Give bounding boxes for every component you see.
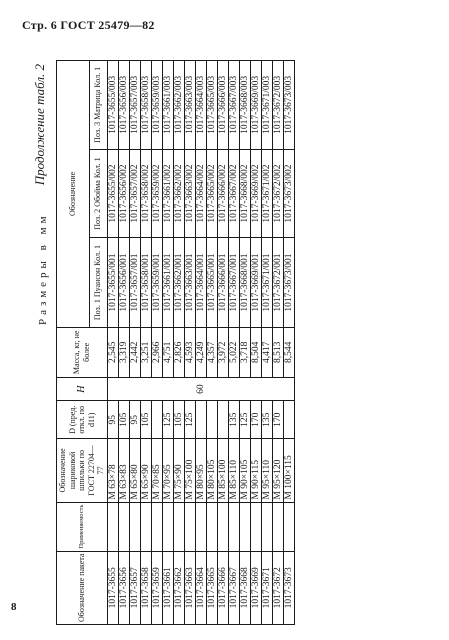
table-row bbox=[283, 61, 294, 625]
cell-D bbox=[151, 401, 162, 439]
parts-table bbox=[56, 60, 295, 625]
cell-desig: М 75×100 bbox=[184, 439, 195, 502]
cell-desig: М 65×90 bbox=[140, 439, 151, 502]
cell-desig: М 95×120 bbox=[272, 439, 283, 502]
cell-desig: М 75×90 bbox=[173, 439, 184, 502]
cell-p1: 1017-3659/001 bbox=[151, 238, 162, 327]
cell-pkg: 1017-3669 bbox=[250, 551, 261, 624]
cell-app bbox=[140, 502, 151, 551]
cell-pkg: 1017-3657 bbox=[129, 551, 140, 624]
table-row bbox=[173, 61, 184, 625]
cell-p3: 1017-3661/003 bbox=[162, 61, 173, 150]
cell-app bbox=[184, 502, 195, 551]
cell-p3: 1017-3655/003 bbox=[107, 61, 118, 150]
cell-p3: 1017-3657/003 bbox=[129, 61, 140, 150]
cell-pkg: 1017-3667 bbox=[228, 551, 239, 624]
table-row bbox=[217, 61, 228, 625]
cell-D: 170 bbox=[250, 401, 261, 439]
table-row bbox=[195, 61, 206, 625]
cell-D bbox=[206, 401, 217, 439]
cell-app bbox=[195, 502, 206, 551]
cell-D: 170 bbox=[272, 401, 283, 439]
col-header-pos2: Поз. 2 Обойма Кол. 1 bbox=[89, 149, 107, 238]
rotated-sheet bbox=[30, 60, 440, 625]
cell-p1: 1017-3665/001 bbox=[206, 238, 217, 327]
cell-p3: 1017-3667/003 bbox=[228, 61, 239, 150]
cell-mass: 3,251 bbox=[140, 327, 151, 377]
cell-app bbox=[206, 502, 217, 551]
cell-desig: М 100×115 bbox=[283, 439, 294, 502]
cell-app bbox=[228, 502, 239, 551]
cell-p1: 1017-3671/001 bbox=[261, 238, 272, 327]
cell-pkg: 1017-3656 bbox=[118, 551, 129, 624]
col-header-mass: Масса, кг, не более bbox=[57, 327, 108, 377]
cell-p1: 1017-3661/001 bbox=[162, 238, 173, 327]
cell-D: 105 bbox=[140, 401, 151, 439]
col-header-designation-group: Обозначение bbox=[57, 61, 90, 328]
page-number: 8 bbox=[11, 601, 17, 613]
cell-desig: М 63×83 bbox=[118, 439, 129, 502]
cell-p3: 1017-3664/003 bbox=[195, 61, 206, 150]
cell-p1: 1017-3667/001 bbox=[228, 238, 239, 327]
cell-app bbox=[250, 502, 261, 551]
cell-p2: 1017-3657/002 bbox=[129, 149, 140, 238]
cell-pkg: 1017-3666 bbox=[217, 551, 228, 624]
cell-p3: 1017-3673/003 bbox=[283, 61, 294, 150]
cell-desig: М 90×105 bbox=[239, 439, 250, 502]
col-header-pos1: Поз. 1 Пуансон Кол. 1 bbox=[89, 238, 107, 327]
cell-p1: 1017-3662/001 bbox=[173, 238, 184, 327]
cell-app bbox=[239, 502, 250, 551]
cell-mass: 3,972 bbox=[217, 327, 228, 377]
cell-p2: 1017-3659/002 bbox=[151, 149, 162, 238]
cell-D: 135 bbox=[261, 401, 272, 439]
cell-D: 125 bbox=[184, 401, 195, 439]
cell-p1: 1017-3657/001 bbox=[129, 238, 140, 327]
cell-p2: 1017-3664/002 bbox=[195, 149, 206, 238]
cell-D: 95 bbox=[107, 401, 118, 439]
cell-p2: 1017-3663/002 bbox=[184, 149, 195, 238]
cell-mass: 2,545 bbox=[107, 327, 118, 377]
cell-D bbox=[283, 401, 294, 439]
cell-mass: 4,751 bbox=[162, 327, 173, 377]
cell-p1: 1017-3672/001 bbox=[272, 238, 283, 327]
table-body bbox=[107, 61, 294, 625]
table-row bbox=[151, 61, 162, 625]
cell-mass: 3,319 bbox=[118, 327, 129, 377]
table-row bbox=[272, 61, 283, 625]
table-row bbox=[206, 61, 217, 625]
cell-app bbox=[162, 502, 173, 551]
cell-mass: 2,442 bbox=[129, 327, 140, 377]
cell-p1: 1017-3656/001 bbox=[118, 238, 129, 327]
cell-D: 125 bbox=[162, 401, 173, 439]
cell-p3: 1017-3663/003 bbox=[184, 61, 195, 150]
cell-desig: М 85×100 bbox=[217, 439, 228, 502]
col-header-applicability: Применяемость bbox=[57, 502, 108, 551]
dimensions-caption: Размеры в мм bbox=[37, 212, 49, 325]
cell-mass: 4,357 bbox=[206, 327, 217, 377]
cell-desig: М 80×95 bbox=[195, 439, 206, 502]
cell-p2: 1017-3665/002 bbox=[206, 149, 217, 238]
cell-desig: М 90×115 bbox=[250, 439, 261, 502]
cell-D: 125 bbox=[239, 401, 250, 439]
caption-bar bbox=[30, 60, 54, 625]
cell-p3: 1017-3672/003 bbox=[272, 61, 283, 150]
cell-pkg: 1017-3671 bbox=[261, 551, 272, 624]
cell-p2: 1017-3662/002 bbox=[173, 149, 184, 238]
cell-mass: 2,966 bbox=[151, 327, 162, 377]
cell-pkg: 1017-3662 bbox=[173, 551, 184, 624]
cell-p3: 1017-3659/003 bbox=[151, 61, 162, 150]
cell-mass: 5,022 bbox=[228, 327, 239, 377]
cell-D bbox=[217, 401, 228, 439]
cell-p3: 1017-3662/003 bbox=[173, 61, 184, 150]
cell-mass: 8,504 bbox=[250, 327, 261, 377]
cell-p2: 1017-3672/002 bbox=[272, 149, 283, 238]
cell-pkg: 1017-3659 bbox=[151, 551, 162, 624]
cell-p1: 1017-3673/001 bbox=[283, 238, 294, 327]
cell-mass: 8,544 bbox=[283, 327, 294, 377]
cell-mass: 4,249 bbox=[195, 327, 206, 377]
height-cell: 60 bbox=[107, 377, 294, 400]
cell-p1: 1017-3669/001 bbox=[250, 238, 261, 327]
cell-D: 105 bbox=[118, 401, 129, 439]
cell-p3: 1017-3658/003 bbox=[140, 61, 151, 150]
table-row bbox=[250, 61, 261, 625]
cell-p1: 1017-3663/001 bbox=[184, 238, 195, 327]
cell-pkg: 1017-3673 bbox=[283, 551, 294, 624]
cell-mass: 8,513 bbox=[272, 327, 283, 377]
cell-p1: 1017-3664/001 bbox=[195, 238, 206, 327]
cell-app bbox=[173, 502, 184, 551]
page-header: Стр. 6 ГОСТ 25479—82 bbox=[22, 18, 155, 32]
cell-app bbox=[129, 502, 140, 551]
col-header-designation: Обозначение шариковой шпильки по ГОСТ 22704—77 bbox=[57, 439, 108, 502]
cell-pkg: 1017-3658 bbox=[140, 551, 151, 624]
cell-D: 135 bbox=[228, 401, 239, 439]
cell-p2: 1017-3671/002 bbox=[261, 149, 272, 238]
cell-p2: 1017-3669/002 bbox=[250, 149, 261, 238]
cell-p3: 1017-3665/003 bbox=[206, 61, 217, 150]
cell-p1: 1017-3668/001 bbox=[239, 238, 250, 327]
cell-D: 105 bbox=[173, 401, 184, 439]
col-header-height: H bbox=[57, 377, 108, 400]
cell-pkg: 1017-3655 bbox=[107, 551, 118, 624]
continuation-label: Продолжение табл. 2 bbox=[32, 64, 47, 186]
cell-pkg: 1017-3664 bbox=[195, 551, 206, 624]
cell-desig: М 65×80 bbox=[129, 439, 140, 502]
table-row bbox=[239, 61, 250, 625]
table-row bbox=[184, 61, 195, 625]
cell-mass: 2,826 bbox=[173, 327, 184, 377]
cell-p1: 1017-3658/001 bbox=[140, 238, 151, 327]
cell-mass: 4,417 bbox=[261, 327, 272, 377]
cell-app bbox=[118, 502, 129, 551]
cell-D: 95 bbox=[129, 401, 140, 439]
cell-p1: 1017-3666/001 bbox=[217, 238, 228, 327]
cell-desig: М 70×85 bbox=[151, 439, 162, 502]
table-row bbox=[162, 61, 173, 625]
cell-pkg: 1017-3665 bbox=[206, 551, 217, 624]
cell-app bbox=[261, 502, 272, 551]
table-row bbox=[107, 61, 118, 625]
cell-pkg: 1017-3661 bbox=[162, 551, 173, 624]
cell-pkg: 1017-3672 bbox=[272, 551, 283, 624]
cell-desig: М 95×110 bbox=[261, 439, 272, 502]
table-row bbox=[261, 61, 272, 625]
cell-p2: 1017-3666/002 bbox=[217, 149, 228, 238]
cell-app bbox=[151, 502, 162, 551]
table-row bbox=[129, 61, 140, 625]
col-header-pos3: Поз. 3 Матрица Кол. 1 bbox=[89, 61, 107, 150]
cell-p3: 1017-3669/003 bbox=[250, 61, 261, 150]
cell-app bbox=[107, 502, 118, 551]
cell-p2: 1017-3658/002 bbox=[140, 149, 151, 238]
cell-p2: 1017-3656/002 bbox=[118, 149, 129, 238]
cell-p2: 1017-3661/002 bbox=[162, 149, 173, 238]
cell-app bbox=[283, 502, 294, 551]
cell-app bbox=[272, 502, 283, 551]
cell-p3: 1017-3656/003 bbox=[118, 61, 129, 150]
cell-pkg: 1017-3668 bbox=[239, 551, 250, 624]
cell-mass: 3,718 bbox=[239, 327, 250, 377]
table-row bbox=[140, 61, 151, 625]
cell-desig: М 63×78 bbox=[107, 439, 118, 502]
cell-p2: 1017-3668/002 bbox=[239, 149, 250, 238]
cell-p2: 1017-3655/002 bbox=[107, 149, 118, 238]
cell-desig: М 80×105 bbox=[206, 439, 217, 502]
cell-p3: 1017-3671/003 bbox=[261, 61, 272, 150]
cell-p2: 1017-3673/002 bbox=[283, 149, 294, 238]
cell-p1: 1017-3655/001 bbox=[107, 238, 118, 327]
cell-desig: М 70×95 bbox=[162, 439, 173, 502]
cell-D bbox=[195, 401, 206, 439]
table-area bbox=[30, 60, 440, 625]
cell-p3: 1017-3668/003 bbox=[239, 61, 250, 150]
cell-pkg: 1017-3663 bbox=[184, 551, 195, 624]
col-header-diameter: D (пред. откл. по d11) bbox=[57, 401, 108, 439]
cell-p3: 1017-3666/003 bbox=[217, 61, 228, 150]
table-row bbox=[118, 61, 129, 625]
col-header-package: Обозначение пакета bbox=[57, 551, 108, 624]
cell-mass: 4,593 bbox=[184, 327, 195, 377]
cell-desig: М 85×110 bbox=[228, 439, 239, 502]
table-row bbox=[228, 61, 239, 625]
cell-p2: 1017-3667/002 bbox=[228, 149, 239, 238]
cell-app bbox=[217, 502, 228, 551]
